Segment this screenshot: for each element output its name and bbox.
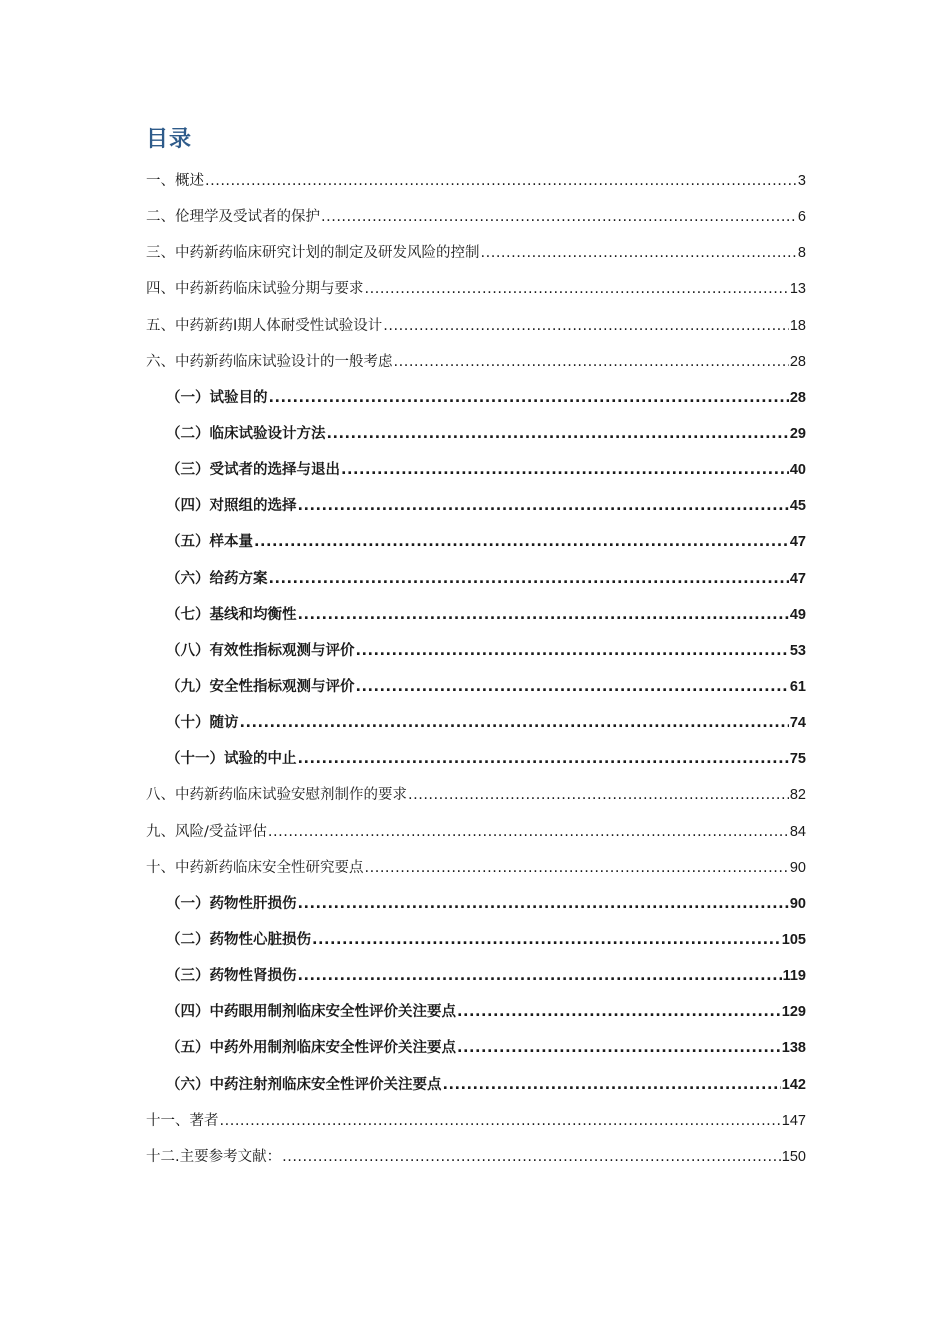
toc-entry-page-number: 40: [789, 462, 806, 479]
toc-entry-page-number: 8: [797, 245, 806, 262]
toc-entry-page-number: 119: [782, 968, 806, 985]
toc-entry-page-number: 45: [789, 498, 806, 515]
toc-dot-leader: [408, 782, 789, 808]
toc-entry[interactable]: [146, 602, 806, 638]
toc-entry-page-number: 47: [789, 570, 806, 587]
toc-dot-leader: [383, 313, 789, 339]
toc-entry-label: （六）中药注射剂临床安全性评价关注要点: [166, 1076, 442, 1093]
toc-entry-page-number: 74: [789, 715, 806, 732]
toc-entry-label: 九、风险/受益评估: [146, 823, 267, 840]
toc-entry-label: 六、中药新药临床试验设计的一般考虑: [146, 353, 393, 370]
toc-dot-leader: [457, 999, 781, 1025]
toc-entry-page-number: 18: [789, 317, 806, 334]
toc-entry[interactable]: [146, 710, 806, 746]
toc-dot-leader: [394, 349, 789, 375]
toc-dot-leader: [481, 240, 797, 266]
toc-entry-label: （四）对照组的选择: [166, 498, 297, 515]
toc-entry[interactable]: [146, 855, 806, 891]
toc-entry-page-number: 49: [789, 606, 806, 623]
toc-entry-page-number: 142: [781, 1076, 806, 1093]
toc-entry[interactable]: [146, 457, 806, 493]
toc-entry[interactable]: [146, 349, 806, 385]
toc-entry-label: （十一）试验的中止: [166, 751, 297, 768]
toc-entry-page-number: 28: [789, 353, 806, 370]
toc-dot-leader: [321, 204, 797, 230]
toc-entry-page-number: 29: [789, 425, 806, 442]
toc-entry-page-number: 90: [789, 895, 806, 912]
toc-entry[interactable]: [146, 529, 806, 565]
toc-entry-label: 十、中药新药临床安全性研究要点: [146, 859, 364, 876]
toc-dot-leader: [298, 493, 789, 519]
toc-entry-label: 二、伦理学及受试者的保护: [146, 209, 320, 226]
toc-dot-leader: [312, 927, 781, 953]
toc-entry[interactable]: [146, 963, 806, 999]
toc-dot-leader: [269, 385, 789, 411]
toc-entry-page-number: 84: [789, 823, 806, 840]
toc-entry-label: （四）中药眼用制剂临床安全性评价关注要点: [166, 1004, 456, 1021]
toc-dot-leader: [298, 963, 782, 989]
toc-entry-page-number: 105: [781, 931, 806, 948]
toc-dot-leader: [443, 1072, 781, 1098]
toc-entry-label: 四、中药新药临床试验分期与要求: [146, 281, 364, 298]
toc-title: 目录: [146, 127, 193, 152]
toc-dot-leader: [298, 602, 789, 628]
toc-dot-leader: [240, 710, 789, 736]
toc-entry[interactable]: [146, 674, 806, 710]
toc-entry[interactable]: [146, 1035, 806, 1071]
toc-entry[interactable]: [146, 421, 806, 457]
toc-dot-leader: [457, 1035, 781, 1061]
toc-entry[interactable]: [146, 927, 806, 963]
toc-entry-page-number: 28: [789, 389, 806, 406]
toc-entry-label: （一）试验目的: [166, 389, 268, 406]
toc-entry-page-number: 13: [789, 281, 806, 298]
toc-list: [146, 168, 806, 1180]
toc-entry[interactable]: [146, 276, 806, 312]
toc-entry-label: （一）药物性肝损伤: [166, 895, 297, 912]
toc-dot-leader: [365, 855, 789, 881]
toc-entry-page-number: 90: [789, 859, 806, 876]
toc-entry-page-number: 82: [789, 787, 806, 804]
toc-entry[interactable]: [146, 204, 806, 240]
toc-entry-page-number: 61: [789, 678, 806, 695]
toc-dot-leader: [298, 746, 789, 772]
toc-dot-leader: [356, 638, 789, 664]
toc-entry-label: （九）安全性指标观测与评价: [166, 678, 355, 695]
toc-entry-label: （八）有效性指标观测与评价: [166, 642, 355, 659]
toc-dot-leader: [282, 1144, 781, 1170]
toc-entry-label: （三）受试者的选择与退出: [166, 462, 340, 479]
toc-dot-leader: [341, 457, 789, 483]
toc-entry-label: （三）药物性肾损伤: [166, 968, 297, 985]
toc-entry[interactable]: [146, 1144, 806, 1180]
toc-entry-label: 三、中药新药临床研究计划的制定及研发风险的控制: [146, 245, 480, 262]
toc-entry[interactable]: [146, 638, 806, 674]
toc-entry[interactable]: [146, 566, 806, 602]
toc-entry[interactable]: [146, 493, 806, 529]
toc-entry-page-number: 138: [781, 1040, 806, 1057]
toc-entry-label: （七）基线和均衡性: [166, 606, 297, 623]
toc-entry[interactable]: [146, 313, 806, 349]
toc-entry-label: 五、中药新药Ⅰ期人体耐受性试验设计: [146, 317, 383, 334]
toc-entry-label: （五）中药外用制剂临床安全性评价关注要点: [166, 1040, 456, 1057]
toc-entry[interactable]: [146, 1072, 806, 1108]
toc-dot-leader: [268, 819, 789, 845]
toc-entry-label: 八、中药新药临床试验安慰剂制作的要求: [146, 787, 407, 804]
toc-dot-leader: [205, 168, 797, 194]
toc-dot-leader: [269, 566, 789, 592]
toc-dot-leader: [365, 276, 789, 302]
toc-entry[interactable]: [146, 168, 806, 204]
toc-dot-leader: [327, 421, 789, 447]
toc-entry[interactable]: [146, 819, 806, 855]
toc-entry-page-number: 147: [781, 1112, 806, 1129]
toc-entry-page-number: 129: [781, 1004, 806, 1021]
toc-entry-page-number: 53: [789, 642, 806, 659]
toc-entry[interactable]: [146, 891, 806, 927]
toc-dot-leader: [220, 1108, 781, 1134]
toc-entry-page-number: 6: [797, 209, 806, 226]
toc-entry[interactable]: [146, 746, 806, 782]
toc-entry-label: 十一、著者: [146, 1112, 219, 1129]
toc-entry-label: （六）给药方案: [166, 570, 268, 587]
toc-entry-label: 十二.主要参考文献：: [146, 1148, 282, 1165]
toc-entry[interactable]: [146, 240, 806, 276]
toc-entry-page-number: 3: [797, 173, 806, 189]
toc-dot-leader: [298, 891, 789, 917]
toc-dot-leader: [254, 529, 789, 555]
toc-entry[interactable]: [146, 999, 806, 1035]
toc-entry-label: 一、概述: [146, 173, 204, 189]
toc-entry-page-number: 75: [789, 751, 806, 768]
toc-entry-label: （二）药物性心脏损伤: [166, 931, 311, 948]
toc-entry-page-number: 150: [781, 1148, 806, 1165]
toc-entry-page-number: 47: [789, 534, 806, 551]
toc-entry[interactable]: [146, 385, 806, 421]
toc-entry-label: （十）随访: [166, 715, 239, 732]
toc-entry-label: （五）样本量: [166, 534, 253, 551]
toc-dot-leader: [356, 674, 789, 700]
toc-entry[interactable]: [146, 1108, 806, 1144]
toc-entry-label: （二）临床试验设计方法: [166, 425, 326, 442]
toc-entry[interactable]: [146, 782, 806, 818]
